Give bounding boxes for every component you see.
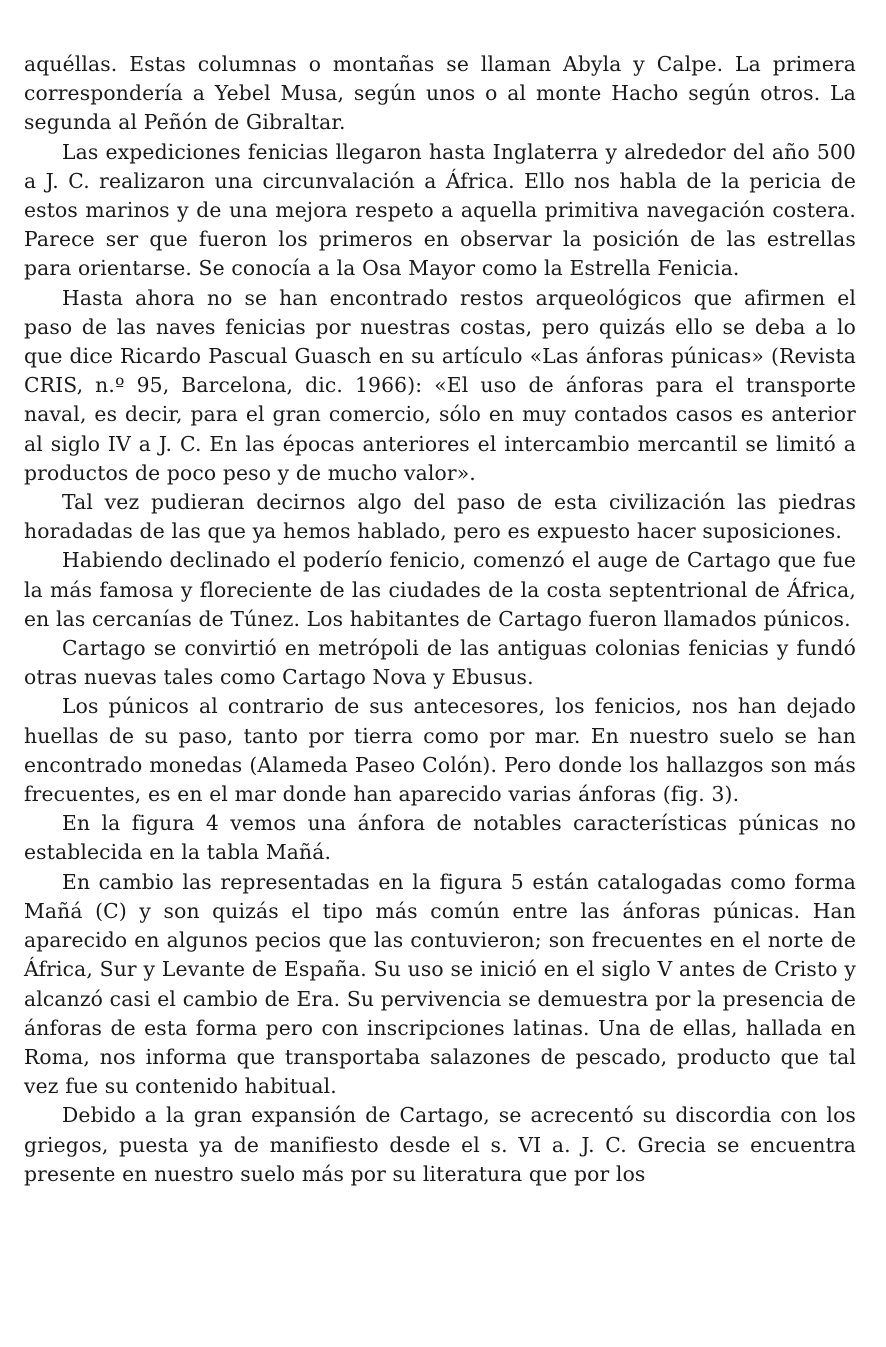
paragraph-4: Tal vez pudieran decirnos algo del paso de esta civilización las piedras horadadas de las que ya hemos hablado, pero es expuesto hacer suposiciones. (24, 490, 856, 544)
page-body (24, 50, 856, 1189)
paragraph-8: En la figura 4 vemos una ánfora de notables características púnicas no establecida en la tabla Mañá. (24, 811, 856, 865)
paragraph-6: Cartago se convirtió en metrópoli de las antiguas colonias fenicias y fundó otras nuevas tales como Cartago Nova y Ebusus. (24, 636, 856, 690)
paragraph-9: En cambio las representadas en la figura 5 están catalogadas como forma Mañá (C) y son quizás el tipo más común entre las ánforas púnicas. Han aparecido en algunos pecios que las contuvieron; son frecuentes en el norte de África, Sur y Levante de España. Su uso se inició en el siglo V antes de Cristo y alcanzó casi el cambio de Era. Su pervivencia se demuestra por la presencia de ánforas de esta forma pero con inscripciones latinas. Una de ellas, hallada en Roma, nos informa que transportaba salazones de pescado, producto que tal vez fue su contenido habitual. (24, 869, 856, 1099)
paragraph-1: aquéllas. Estas columnas o montañas se llaman Abyla y Calpe. La primera correspondería a Yebel Musa, según unos o al monte Hacho según otros. La segunda al Peñón de Gibraltar. (24, 52, 856, 135)
paragraph-5: Habiendo declinado el poderío fenicio, comenzó el auge de Cartago que fue la más famosa y floreciente de las ciudades de la costa septentrional de África, en las cercanías de Túnez. Los habitantes de Cartago fueron llamados púnicos. (24, 548, 856, 631)
paragraph-3: Hasta ahora no se han encontrado restos arqueológicos que afirmen el paso de las naves fenicias por nuestras costas, pero quizás ello se deba a lo que dice Ricardo Pascual Guasch en su artículo «Las ánforas púnicas» (Revista CRIS, n.º 95, Barcelona, dic. 1966): «El uso de ánforas para el transporte naval, es decir, para el gran comercio, sólo en muy contados casos es anterior al siglo IV a J. C. En las épocas anteriores el intercambio mercantil se limitó a productos de poco peso y de mucho valor». (24, 285, 856, 485)
paragraph-7: Los púnicos al contrario de sus antecesores, los fenicios, nos han dejado huellas de su paso, tanto por tierra como por mar. En nuestro suelo se han encontrado monedas (Alameda Paseo Colón). Pero donde los hallazgos son más frecuentes, es en el mar donde han aparecido varias ánforas (fig. 3). (24, 694, 856, 807)
paragraph-10: Debido a la gran expansión de Cartago, se acrecentó su discordia con los griegos, puesta ya de manifiesto desde el s. VI a. J. C. Grecia se encuentra presente en nuestro suelo más por su literatura que por los (24, 1103, 856, 1186)
paragraph-2: Las expediciones fenicias llegaron hasta Inglaterra y alrededor del año 500 a J. C. realizaron una circunvalación a África. Ello nos habla de la pericia de estos marinos y de una mejora respeto a aquella primitiva navegación costera. Parece ser que fueron los primeros en observar la posición de las estrellas para orientarse. Se conocía a la Osa Mayor como la Estrella Fenicia. (24, 139, 856, 281)
